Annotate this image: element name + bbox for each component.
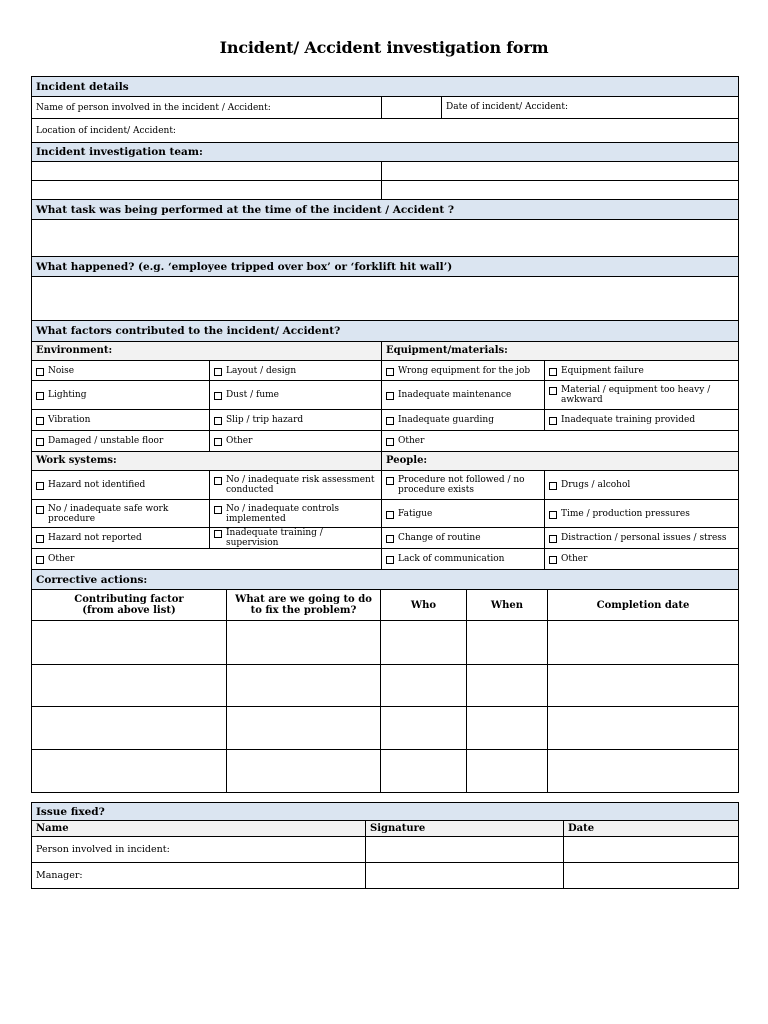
- checkbox-icon[interactable]: [214, 392, 222, 400]
- person-involved-name-cell[interactable]: [32, 837, 366, 863]
- completion-cell[interactable]: [548, 665, 739, 707]
- people-heading: People:: [382, 452, 739, 471]
- checkbox-icon[interactable]: [386, 392, 394, 400]
- option-distraction[interactable]: Distraction / personal issues / stress: [545, 528, 739, 549]
- option-slip-trip[interactable]: Slip / trip hazard: [210, 410, 382, 431]
- table-row: [32, 621, 739, 665]
- col-date: Date: [564, 821, 739, 837]
- option-change-of-routine[interactable]: Change of routine: [382, 528, 545, 549]
- table-row: [32, 707, 739, 750]
- option-drugs-alcohol[interactable]: Drugs / alcohol: [545, 471, 739, 500]
- option-hazard-not-identified[interactable]: Hazard not identified: [32, 471, 210, 500]
- issue-fixed-table: [31, 802, 739, 889]
- checkbox-icon[interactable]: [549, 368, 557, 376]
- factor-cell[interactable]: [32, 621, 227, 665]
- checkbox-icon[interactable]: [549, 556, 557, 564]
- checkbox-icon[interactable]: [386, 438, 394, 446]
- incident-details-heading: Incident details: [32, 77, 739, 97]
- who-cell[interactable]: [381, 665, 467, 707]
- manager-name-cell[interactable]: [32, 863, 366, 889]
- task-heading: What task was being performed at the time of the incident / Accident ?: [32, 200, 739, 220]
- table-row: [32, 750, 739, 793]
- task-field[interactable]: [32, 220, 739, 257]
- team-member-4-field[interactable]: [382, 181, 739, 200]
- option-wrong-equipment[interactable]: Wrong equipment for the job: [382, 361, 545, 381]
- checkbox-icon[interactable]: [386, 417, 394, 425]
- col-fix: What are we going to do to fix the problem?: [227, 590, 381, 621]
- option-work-systems-other[interactable]: Other: [32, 549, 382, 570]
- when-cell[interactable]: [467, 750, 548, 793]
- fix-cell[interactable]: [227, 707, 381, 750]
- checkbox-icon[interactable]: [214, 506, 222, 514]
- checkbox-icon[interactable]: [549, 511, 557, 519]
- checkbox-icon[interactable]: [549, 417, 557, 425]
- col-contributing-factor: Contributing factor (from above list): [32, 590, 227, 621]
- option-inadequate-training-provided[interactable]: Inadequate training provided: [545, 410, 739, 431]
- checkbox-icon[interactable]: [36, 368, 44, 376]
- completion-cell[interactable]: [548, 707, 739, 750]
- equipment-heading: Equipment/materials:: [382, 342, 739, 361]
- manager-label: Manager:: [36, 869, 83, 881]
- issue-fixed-heading: Issue fixed?: [32, 803, 739, 821]
- option-lack-of-communication[interactable]: Lack of communication: [382, 549, 545, 570]
- col-completion-date: Completion date: [548, 590, 739, 621]
- checkbox-icon[interactable]: [386, 511, 394, 519]
- team-member-2-field[interactable]: [382, 162, 739, 181]
- when-cell[interactable]: [467, 621, 548, 665]
- checkbox-icon[interactable]: [386, 368, 394, 376]
- person-involved-signature-cell[interactable]: [366, 837, 564, 863]
- checkbox-icon[interactable]: [36, 556, 44, 564]
- checkbox-icon[interactable]: [36, 417, 44, 425]
- happened-heading: What happened? (e.g. ‘employee tripped over box’ or ‘forklift hit wall’): [32, 257, 739, 277]
- checkbox-icon[interactable]: [549, 535, 557, 543]
- checkbox-icon[interactable]: [214, 368, 222, 376]
- name-field-label: Name of person involved in the incident / Accident:: [36, 102, 271, 113]
- location-field[interactable]: [32, 119, 739, 143]
- fix-cell[interactable]: [227, 665, 381, 707]
- option-inadequate-guarding[interactable]: Inadequate guarding: [382, 410, 545, 431]
- environment-heading: Environment:: [32, 342, 382, 361]
- option-time-pressures[interactable]: Time / production pressures: [545, 500, 739, 528]
- factor-cell[interactable]: [32, 750, 227, 793]
- checkbox-icon[interactable]: [36, 438, 44, 446]
- team-member-1-field[interactable]: [32, 162, 382, 181]
- checkbox-icon[interactable]: [36, 506, 44, 514]
- checkbox-icon[interactable]: [386, 556, 394, 564]
- checkbox-icon[interactable]: [214, 417, 222, 425]
- option-safe-work-procedure[interactable]: No / inadequate safe work procedure: [32, 500, 210, 528]
- when-cell[interactable]: [467, 665, 548, 707]
- date-field-label: Date of incident/ Accident:: [446, 102, 568, 112]
- option-risk-assessment[interactable]: No / inadequate risk assessment conducted: [210, 471, 382, 500]
- option-layout-design[interactable]: Layout / design: [210, 361, 382, 381]
- corrective-actions-table: [31, 569, 739, 793]
- person-involved-date-cell[interactable]: [564, 837, 739, 863]
- checkbox-icon[interactable]: [36, 392, 44, 400]
- option-environment-other[interactable]: Other: [210, 431, 382, 452]
- table-row: [32, 665, 739, 707]
- option-fatigue[interactable]: Fatigue: [382, 500, 545, 528]
- col-name: Name: [32, 821, 366, 837]
- option-equipment-other[interactable]: Other: [382, 431, 739, 452]
- checkbox-icon[interactable]: [214, 530, 222, 538]
- corrective-actions-heading: Corrective actions:: [32, 570, 739, 590]
- location-field-label: Location of incident/ Accident:: [36, 125, 176, 136]
- checkbox-icon[interactable]: [549, 387, 557, 395]
- work-systems-heading: Work systems:: [32, 452, 382, 471]
- incident-details-header: [32, 77, 739, 97]
- who-cell[interactable]: [381, 707, 467, 750]
- happened-field[interactable]: [32, 277, 739, 321]
- option-damaged-floor[interactable]: Damaged / unstable floor: [32, 431, 210, 452]
- page-title: Incident/ Accident investigation form: [219, 38, 549, 57]
- manager-signature-cell[interactable]: [366, 863, 564, 889]
- option-people-other[interactable]: Other: [545, 549, 739, 570]
- factor-cell[interactable]: [32, 665, 227, 707]
- checkbox-icon[interactable]: [36, 482, 44, 490]
- option-too-heavy[interactable]: Material / equipment too heavy / awkward: [545, 381, 739, 410]
- option-dust-fume[interactable]: Dust / fume: [210, 381, 382, 410]
- fix-cell[interactable]: [227, 750, 381, 793]
- team-member-3-field[interactable]: [32, 181, 382, 200]
- checkbox-icon[interactable]: [214, 477, 222, 485]
- checkbox-icon[interactable]: [36, 535, 44, 543]
- completion-cell[interactable]: [548, 750, 739, 793]
- factor-cell[interactable]: [32, 707, 227, 750]
- checkbox-icon[interactable]: [549, 482, 557, 490]
- option-training-supervision[interactable]: Inadequate training / supervision: [210, 528, 382, 549]
- person-involved-label: Person involved in incident:: [36, 843, 170, 855]
- checkbox-icon[interactable]: [214, 438, 222, 446]
- col-who: Who: [381, 590, 467, 621]
- option-controls-implemented[interactable]: No / inadequate controls implemented: [210, 500, 382, 528]
- checkbox-icon[interactable]: [386, 535, 394, 543]
- option-equipment-failure[interactable]: Equipment failure: [545, 361, 739, 381]
- factors-heading: What factors contributed to the incident/ Accident?: [32, 321, 739, 342]
- col-when: When: [467, 590, 548, 621]
- date-field[interactable]: [382, 97, 739, 119]
- checkbox-icon[interactable]: [386, 477, 394, 485]
- manager-date-cell[interactable]: [564, 863, 739, 889]
- option-procedure-not-followed[interactable]: Procedure not followed / no procedure exists: [382, 471, 545, 500]
- who-cell[interactable]: [381, 750, 467, 793]
- team-heading: Incident investigation team:: [32, 143, 739, 162]
- when-cell[interactable]: [467, 707, 548, 750]
- option-vibration[interactable]: Vibration: [32, 410, 210, 431]
- option-lighting[interactable]: Lighting: [32, 381, 210, 410]
- fix-cell[interactable]: [227, 621, 381, 665]
- completion-cell[interactable]: [548, 621, 739, 665]
- option-noise[interactable]: Noise: [32, 361, 210, 381]
- incident-form-table: [31, 76, 739, 570]
- who-cell[interactable]: [381, 621, 467, 665]
- option-inadequate-maintenance[interactable]: Inadequate maintenance: [382, 381, 545, 410]
- option-hazard-not-reported[interactable]: Hazard not reported: [32, 528, 210, 549]
- col-signature: Signature: [366, 821, 564, 837]
- name-field[interactable]: [32, 97, 382, 119]
